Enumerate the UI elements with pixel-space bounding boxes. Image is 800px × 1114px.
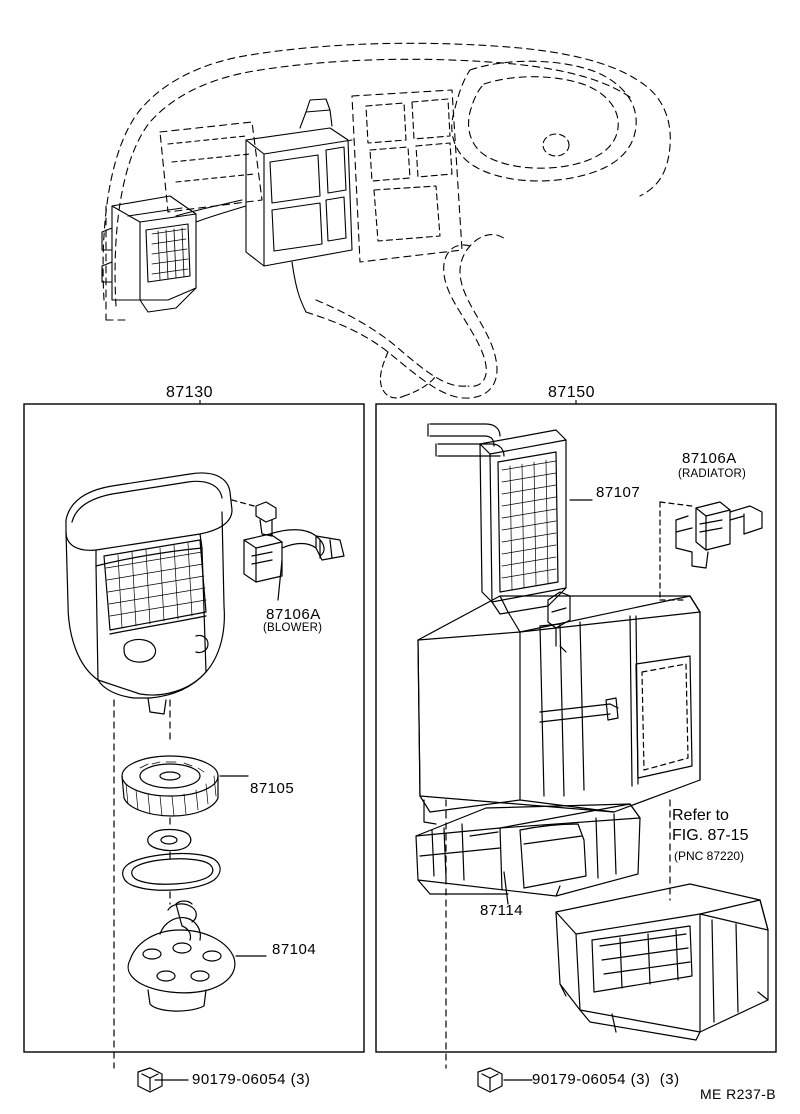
radiator-sensor-sublabel: (RADIATOR) [678,468,747,480]
panel-code-87150: 87150 [548,384,595,401]
blower-sensor-sublabel: (BLOWER) [263,622,323,634]
refer-note-line3: (PNC 87220) [674,849,745,863]
refer-note-line2: FIG. 87-15 [672,827,749,844]
sheet-code: ME R237-B [700,1086,776,1102]
refer-note-line1: Refer to [672,807,729,824]
right-bolt-label: 90179-06054 (3) (3) [532,1071,680,1088]
blower-fan-label: 87105 [250,780,295,797]
panel-code-87130: 87130 [166,384,213,401]
left-bolt-label: 90179-06054 (3) [192,1071,311,1088]
blower-sensor-label: 87106A [266,606,321,623]
radiator-sensor-label: 87106A [682,450,737,467]
duct-label: 87114 [480,902,524,919]
blower-motor-label: 87104 [272,941,317,958]
heater-core-label: 87107 [596,484,641,501]
